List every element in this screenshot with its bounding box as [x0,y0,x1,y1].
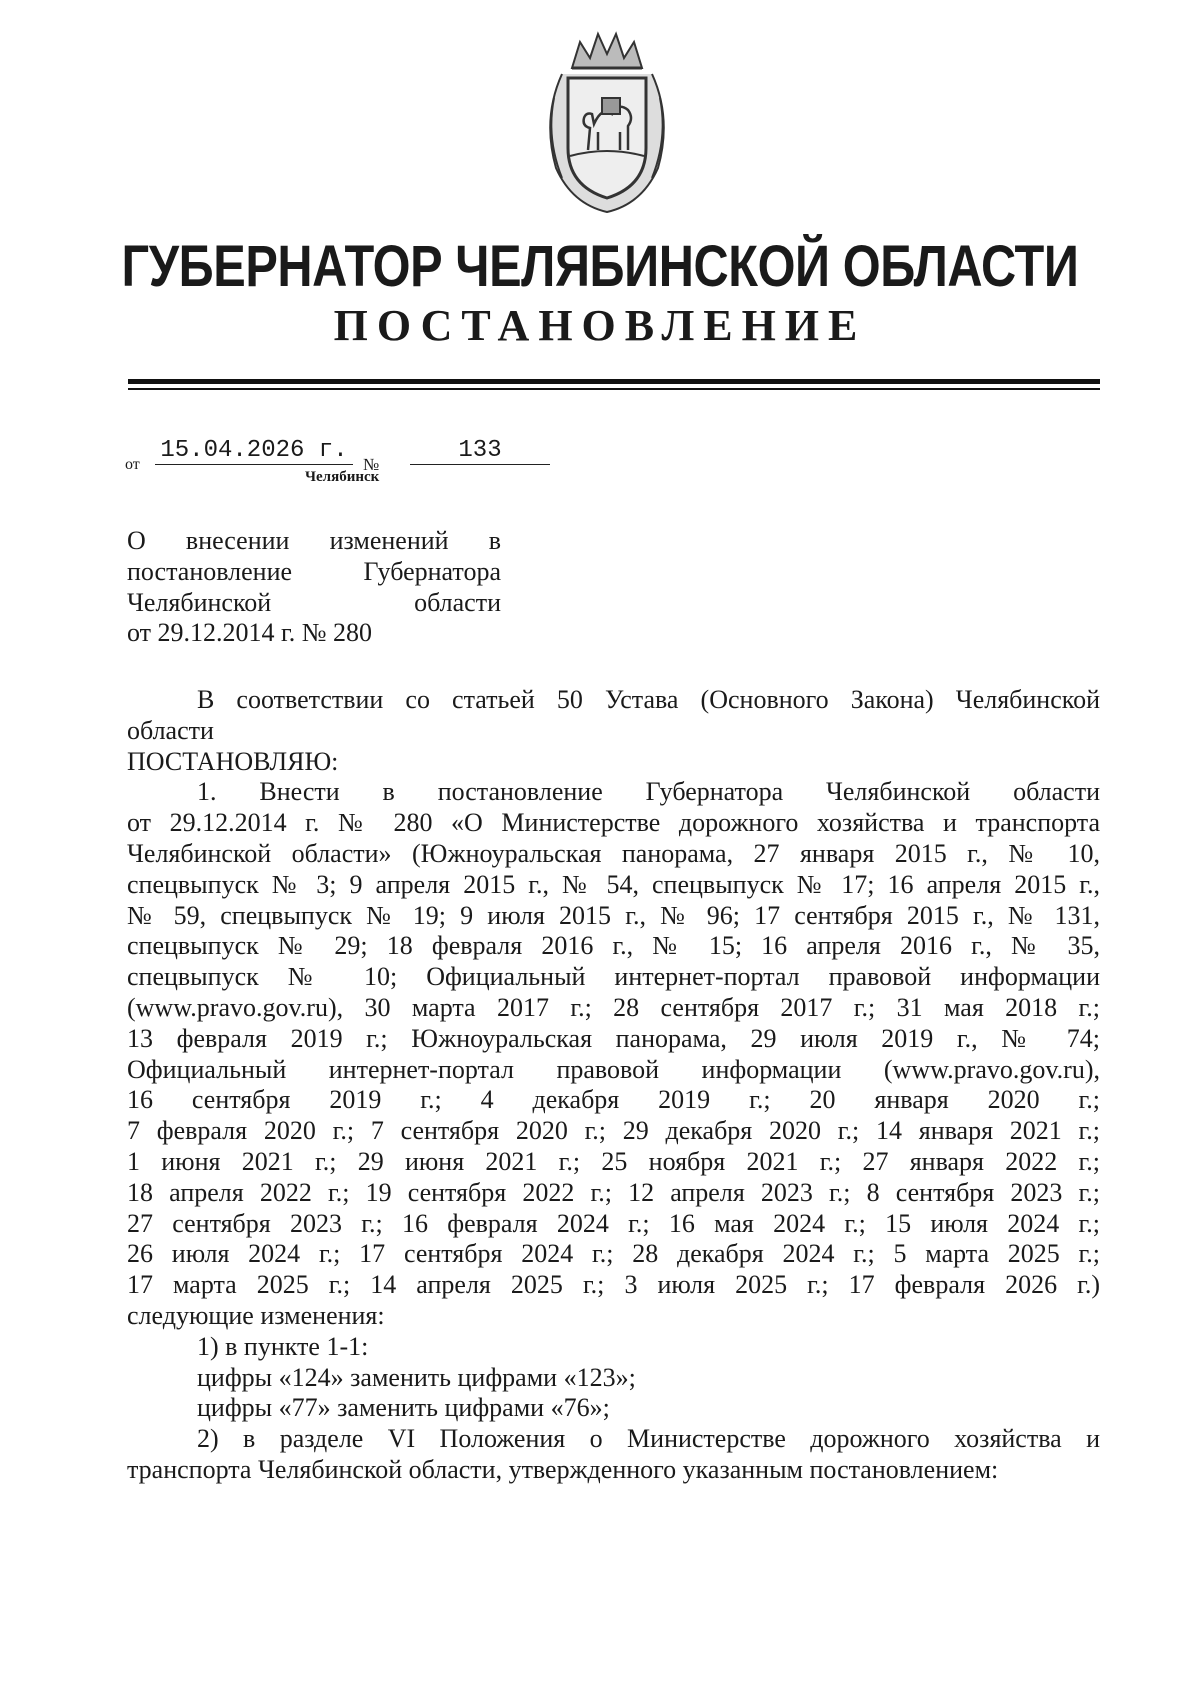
decree-word: ПОСТАНОВЛЯЮ: [127,746,339,776]
subject-line: О внесении изменений в [127,526,501,555]
body-line: спецвыпуск № 29; 18 февраля 2016 г., № 15; 16 апреля 2016 г., № 35, [127,931,1100,961]
body-line: 1. Внести в постановление Губернатора Челябинской области [197,777,1100,807]
body-line: 18 апреля 2022 г.; 19 сентября 2022 г.; 12 апреля 2023 г.; 8 сентября 2023 г.; [127,1177,1100,1207]
number-label: № [363,455,380,474]
document-body [127,685,1100,1486]
body-line: 1) в пункте 1-1: [197,1331,369,1361]
body-line: 13 февраля 2019 г.; Южноуральская панорама, 29 июля 2019 г., № 74; [127,1023,1100,1053]
body-line: 2) в разделе VI Положения о Министерстве дорожного хозяйства и [197,1424,1100,1454]
body-line: В соответствии со статьей 50 Устава (Основного Закона) Челябинской [197,685,1100,714]
date-prefix-label: от [125,456,140,473]
city-label: Челябинск [305,469,380,485]
body-line: цифры «77» заменить цифрами «76»; [197,1393,610,1423]
document-number: 133 [410,437,550,465]
body-line: 26 июля 2024 г.; 17 сентября 2024 г.; 28 декабря 2024 г.; 5 марта 2025 г.; [127,1239,1100,1269]
body-line: 27 сентября 2023 г.; 16 февраля 2024 г.; 16 мая 2024 г.; 15 июля 2024 г.; [127,1208,1100,1238]
subject-line: Челябинской области [127,587,501,617]
subject-line: от 29.12.2014 г. № 280 [127,618,373,648]
document-type: ПОСТАНОВЛЕНИЕ [333,301,867,350]
date-number-line [125,434,565,474]
coat-of-arms-icon [532,28,682,216]
body-line: 16 сентября 2019 г.; 4 декабря 2019 г.; 20 января 2020 г.; [127,1085,1100,1115]
header-rule-thick [128,379,1100,384]
issuing-authority: ГУБЕРНАТОР ЧЕЛЯБИНСКОЙ ОБЛАСТИ [121,234,1079,299]
header-rule-thin [128,388,1100,390]
body-line: 7 февраля 2020 г.; 7 сентября 2020 г.; 29 декабря 2020 г.; 14 января 2021 г.; [127,1116,1100,1146]
body-line: транспорта Челябинской области, утвержденного указанным постановлением: [127,1454,999,1484]
body-line: от 29.12.2014 г. № 280 «О Министерстве дорожного хозяйства и транспорта [127,808,1100,838]
body-line: 17 марта 2025 г.; 14 апреля 2025 г.; 3 июля 2025 г.; 17 февраля 2026 г.) [127,1270,1100,1300]
body-line: Челябинской области» (Южноуральская панорама, 27 января 2015 г., № 10, [127,838,1100,868]
body-line: спецвыпуск № 3; 9 апреля 2015 г., № 54, спецвыпуск № 17; 16 апреля 2015 г., [127,869,1100,899]
body-line: № 59, спецвыпуск № 19; 9 июля 2015 г., № 96; 17 сентября 2015 г., № 131, [127,900,1100,930]
body-line: следующие изменения: [127,1300,385,1330]
body-line: (www.pravo.gov.ru), 30 марта 2017 г.; 28 сентября 2017 г.; 31 мая 2018 г.; [127,992,1100,1022]
body-line: области [127,715,214,745]
document-subject [127,526,501,649]
body-line: Официальный интернет-портал правовой информации (www.pravo.gov.ru), [127,1054,1100,1084]
body-line: спецвыпуск № 10; Официальный интернет-портал правовой информации [127,962,1100,992]
subject-line: постановление Губернатора [127,556,501,586]
document-date: 15.04.2026 г. [155,437,353,465]
body-line: 1 июня 2021 г.; 29 июня 2021 г.; 25 ноября 2021 г.; 27 января 2022 г.; [127,1146,1100,1176]
body-line: цифры «124» заменить цифрами «123»; [197,1362,636,1392]
